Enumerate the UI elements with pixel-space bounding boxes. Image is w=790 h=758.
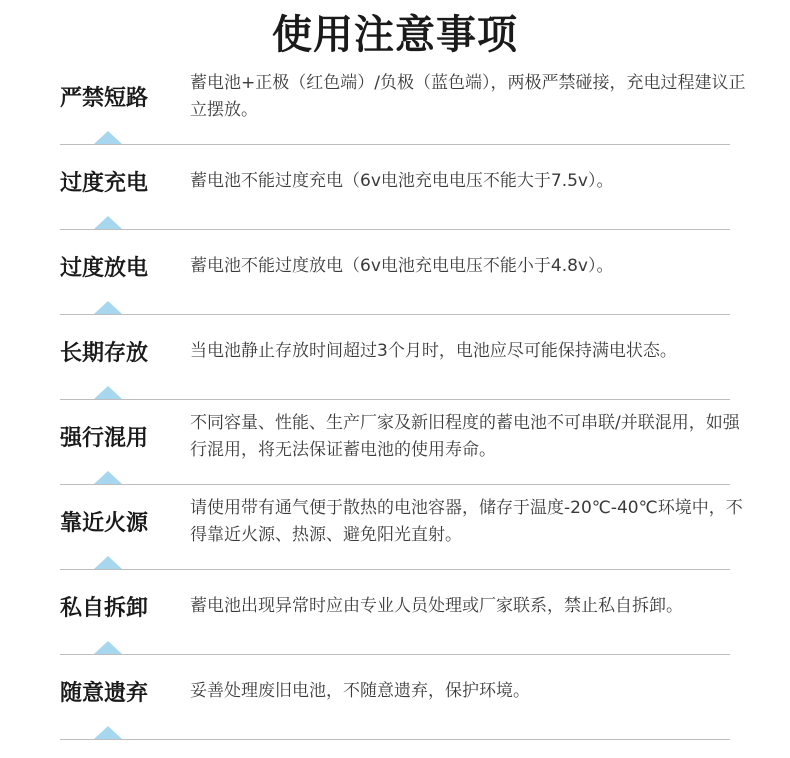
notice-text-wrap	[190, 232, 750, 301]
notice-text-wrap	[190, 487, 750, 556]
divider	[60, 229, 730, 230]
notice-row-fire-source	[0, 487, 790, 572]
divider	[60, 399, 730, 400]
notice-text: 不同容量、性能、生产厂家及新旧程度的蓄电池不可串联/并联混用，如强行混用，将无法保证蓄电池的使用寿命。	[190, 412, 740, 460]
notice-row-overcharge	[0, 147, 790, 232]
notice-row-mixed-use	[0, 402, 790, 487]
divider	[60, 654, 730, 655]
notice-heading: 过度放电	[60, 256, 149, 281]
notice-text-wrap	[190, 572, 750, 641]
notice-heading: 私自拆卸	[60, 596, 149, 621]
triangle-pointer-icon	[94, 471, 122, 484]
triangle-pointer-icon	[94, 386, 122, 399]
notice-heading: 长期存放	[60, 341, 149, 366]
triangle-pointer-icon	[94, 556, 122, 569]
notice-row-disposal	[0, 657, 790, 742]
notice-text: 蓄电池不能过度充电（6v电池充电电压不能大于7.5v）。	[190, 171, 614, 191]
triangle-pointer-icon	[94, 641, 122, 654]
notice-text-wrap	[190, 402, 750, 471]
notice-text-wrap	[190, 657, 750, 726]
notice-text-wrap	[190, 62, 750, 131]
notice-text-wrap	[190, 147, 750, 216]
notice-heading: 随意遗弃	[60, 681, 149, 706]
notice-text: 蓄电池出现异常时应由专业人员处理或厂家联系，禁止私自拆卸。	[190, 596, 683, 616]
notice-heading: 强行混用	[60, 426, 149, 451]
divider	[60, 484, 730, 485]
notice-text: 蓄电池+正极（红色端）/负极（蓝色端），两极严禁碰接，充电过程建议正立摆放。	[190, 72, 746, 120]
triangle-pointer-icon	[94, 726, 122, 739]
triangle-pointer-icon	[94, 301, 122, 314]
notice-row-long-storage	[0, 317, 790, 402]
divider	[60, 144, 730, 145]
notice-text-wrap	[190, 317, 750, 386]
divider	[60, 314, 730, 315]
notice-text: 请使用带有通气便于散热的电池容器，储存于温度-20℃-40℃环境中，不得靠近火源、热源、避免阳光直射。	[190, 497, 743, 545]
notice-text: 蓄电池不能过度放电（6v电池充电电压不能小于4.8v）。	[190, 256, 614, 276]
page-title: 使用注意事项	[272, 12, 518, 58]
divider	[60, 739, 730, 740]
notice-heading: 过度充电	[60, 171, 149, 196]
triangle-pointer-icon	[94, 131, 122, 144]
notice-row-overdischarge	[0, 232, 790, 317]
notice-text: 当电池静止存放时间超过3个月时，电池应尽可能保持满电状态。	[190, 341, 677, 361]
notice-heading: 靠近火源	[60, 511, 149, 536]
notice-text: 妥善处理废旧电池，不随意遗弃，保护环境。	[190, 681, 530, 701]
divider	[60, 569, 730, 570]
notice-heading: 严禁短路	[60, 86, 149, 111]
notice-row-short-circuit	[0, 62, 790, 147]
triangle-pointer-icon	[94, 216, 122, 229]
notice-row-disassembly	[0, 572, 790, 657]
notice-list	[0, 62, 790, 742]
